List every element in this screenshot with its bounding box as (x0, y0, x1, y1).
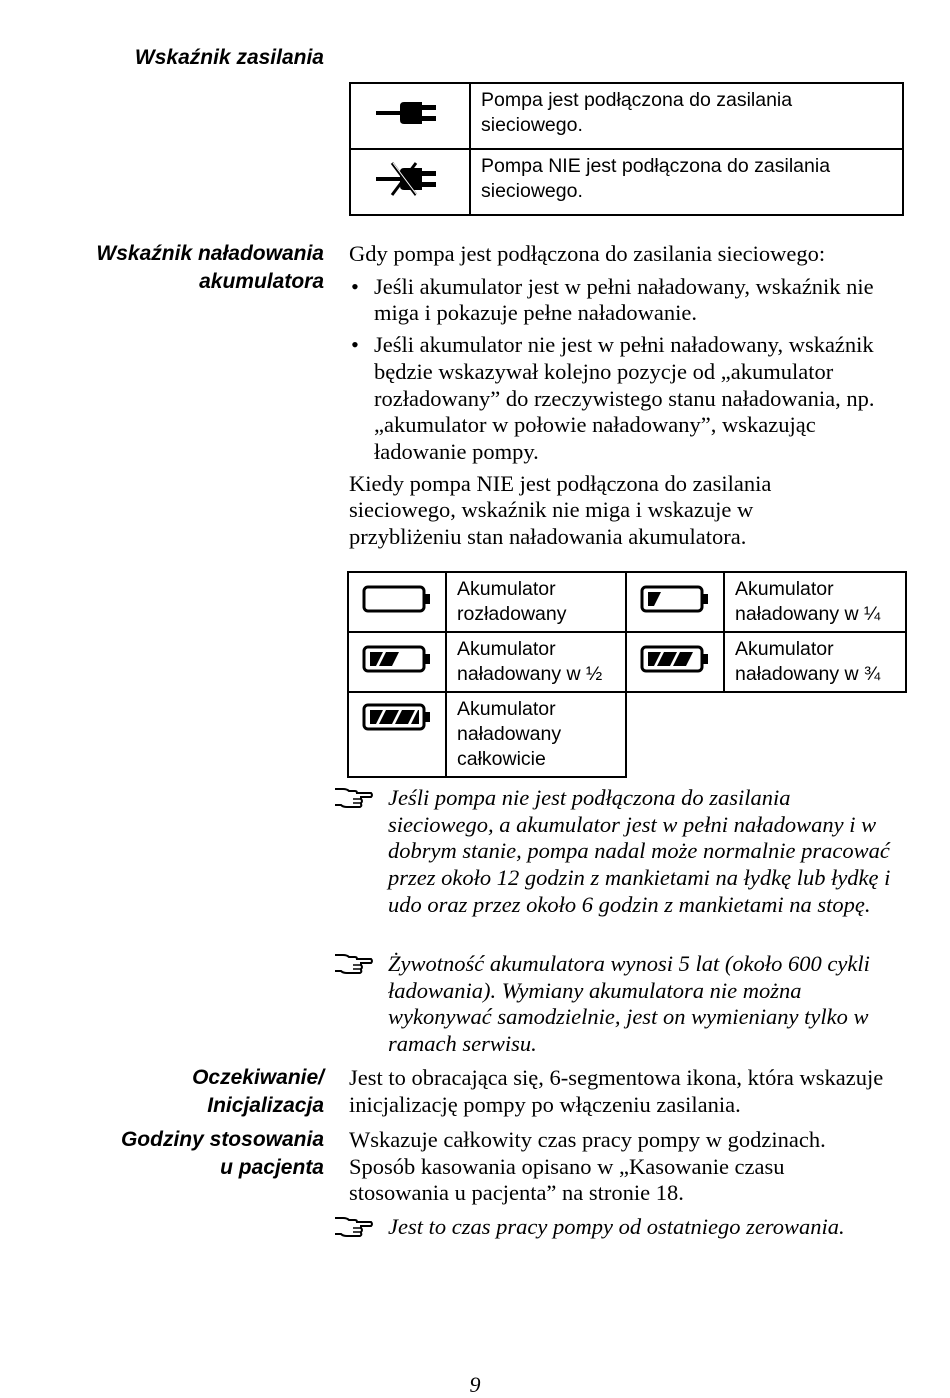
note-text: Jest to czas pracy pompy od ostatniego zerowania. (388, 1214, 845, 1239)
note-text: Jeśli pompa nie jest podłączona do zasilania sieciowego, a akumulator jest w pełni naładowany i w dobrym stanie, pompa nadal może normalnie pracować przez około 12 godzin z mankietami na łydkę lub łydkę i udo oraz przez około 6 godzin z mankietami na stopę. (388, 785, 891, 917)
list-item: • Jeśli akumulator jest w pełni naładowany, wskaźnik nie miga i pokazuje pełne naładowanie. (349, 274, 904, 327)
empty-cell (724, 692, 906, 777)
table-row (348, 572, 906, 632)
hours-heading-line1: Godziny stosowania (120, 1128, 324, 1151)
hours-heading-line2: u pacjenta (220, 1156, 324, 1179)
list-item: • Jeśli akumulator nie jest w pełni naładowany, wskaźnik będzie wskazywał kolejno pozycje od „akumulator rozładowany” do rzeczywistego stanu naładowania, np. „akumulator w połowie naładowany”, wskazując ładowanie pompy. (349, 332, 904, 466)
plug-connected-icon (350, 83, 470, 149)
battery-quarter-label (724, 572, 906, 632)
battery-full-icon (348, 692, 446, 777)
battery-full-label (446, 692, 626, 777)
waiting-heading-line2: Inicjalizacja (207, 1094, 324, 1117)
power-connected-text: Pompa jest podłączona do zasilania sieciowego. (470, 83, 903, 149)
plug-disconnected-icon (350, 149, 470, 215)
label-line: rozładowany (457, 603, 567, 625)
battery-levels-table (347, 571, 907, 778)
label-line: Akumulator (457, 698, 556, 720)
label-line: Akumulator (457, 578, 556, 600)
label-line: naładowany w ¼ (735, 603, 881, 625)
label-line: naładowany (457, 723, 562, 745)
page-number: 9 (469, 1372, 481, 1397)
pointing-hand-icon (333, 785, 373, 809)
hours-note (333, 1214, 905, 1241)
label-line: Akumulator (457, 638, 556, 660)
power-disconnected-text: Pompa NIE jest podłączona do zasilania sieciowego. (470, 149, 903, 215)
label-line: Akumulator (735, 638, 834, 660)
table-row (348, 692, 906, 777)
power-indicator-table (349, 82, 904, 216)
power-indicator-heading: Wskaźnik zasilania (134, 46, 324, 69)
battery-empty-icon (348, 572, 446, 632)
hours-heading (121, 1126, 324, 1182)
note-text: Żywotność akumulatora wynosi 5 lat (około 600 cykli ładowania). Wymiany akumulatora nie można wykonywać samodzielnie, jest on wymieniany tylko w ramach serwisu. (388, 951, 870, 1057)
hours-text: Wskazuje całkowity czas pracy pompy w godzinach. Sposób kasowania opisano w „Kasowanie czasu stosowania u pacjenta” na stronie 18. (349, 1127, 826, 1206)
empty-cell (626, 692, 724, 777)
table-row (350, 83, 903, 149)
label-line: naładowany w ¾ (735, 663, 881, 685)
waiting-heading-line1: Oczekiwanie/ (192, 1066, 324, 1089)
battery-intro: Gdy pompa jest podłączona do zasilania sieciowego: (349, 241, 826, 266)
battery-three-quarter-label (724, 632, 906, 692)
battery-half-label (446, 632, 626, 692)
battery-note-1 (333, 785, 905, 919)
pointing-hand-icon (333, 951, 373, 975)
battery-heading-line1: Wskaźnik naładowania (96, 242, 324, 265)
label-line: Akumulator (735, 578, 834, 600)
battery-quarter-icon (626, 572, 724, 632)
battery-heading-line2: akumulatora (199, 270, 324, 293)
battery-description (349, 241, 904, 551)
table-row (348, 632, 906, 692)
battery-note-2 (333, 951, 905, 1058)
battery-empty-label (446, 572, 626, 632)
table-row (350, 149, 903, 215)
waiting-text: Jest to obracająca się, 6-segmentowa ikona, która wskazuje inicjalizację pompy po włączeniu zasilania. (349, 1065, 884, 1117)
battery-three-quarter-icon (626, 632, 724, 692)
battery-after-text: Kiedy pompa NIE jest podłączona do zasilania sieciowego, wskaźnik nie miga i wskazuje w przybliżeniu stan naładowania akumulatora. (349, 470, 772, 550)
waiting-heading (192, 1064, 324, 1120)
battery-indicator-heading (96, 240, 324, 296)
battery-half-icon (348, 632, 446, 692)
label-line: naładowany w ½ (457, 663, 603, 685)
label-line: całkowicie (457, 748, 546, 770)
pointing-hand-icon (333, 1214, 373, 1238)
